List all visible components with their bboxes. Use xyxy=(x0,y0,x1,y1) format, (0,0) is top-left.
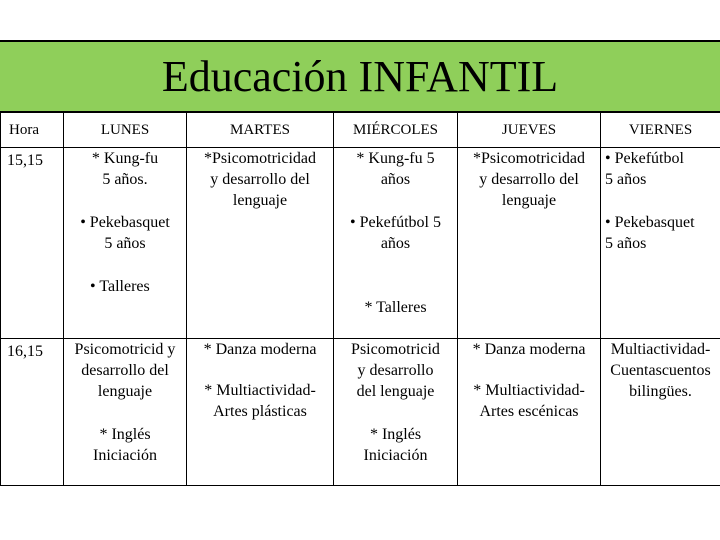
activity-entry: • Pekefútbol 5 años xyxy=(605,150,684,188)
activity-entry: • Talleres xyxy=(90,278,150,295)
hour-label: 15,15 xyxy=(7,152,43,169)
activity-entry: • Pekebasquet 5 años xyxy=(605,214,695,252)
header-miercoles: MIÉRCOLES xyxy=(334,113,458,148)
activity-entry: * Danza moderna xyxy=(472,341,586,358)
activity-entry: *Psicomotricidad y desarrollo del lenguaje xyxy=(473,150,585,209)
activity-entry: * Multiactividad- Artes escénicas xyxy=(473,382,585,420)
time-slot-row xyxy=(1,339,720,486)
header-viernes: VIERNES xyxy=(601,113,720,148)
activity-entry: * Inglés Iniciación xyxy=(363,426,428,464)
activity-entry: *Psicomotricidad y desarrollo del lenguaje xyxy=(204,150,316,209)
miercoles-cell xyxy=(334,148,458,339)
viernes-cell xyxy=(601,339,720,486)
viernes-cell xyxy=(601,148,720,339)
schedule-table xyxy=(0,112,720,486)
lunes-cell xyxy=(64,148,187,339)
activity-entry: * Multiactividad- Artes plásticas xyxy=(204,382,316,420)
activity-entry: * Kung-fu 5 años xyxy=(356,150,435,188)
time-slot-row xyxy=(1,148,720,339)
activity-entry: * Inglés Iniciación xyxy=(93,426,157,464)
hour-label: 16,15 xyxy=(7,343,43,360)
jueves-cell xyxy=(458,339,601,486)
header-row xyxy=(1,113,720,148)
lunes-cell xyxy=(64,339,187,486)
header-lunes: LUNES xyxy=(64,113,187,148)
activity-entry: * Talleres xyxy=(364,299,427,316)
activity-entry: • Pekebasquet 5 años xyxy=(80,214,170,252)
martes-cell xyxy=(187,339,334,486)
jueves-cell xyxy=(458,148,601,339)
activity-entry: * Danza moderna xyxy=(203,341,317,358)
activity-entry: Psicomotricid y desarrollo del lenguaje xyxy=(351,341,440,400)
activity-entry: • Pekefútbol 5 años xyxy=(350,214,441,252)
hour-cell xyxy=(1,148,64,339)
activity-entry: * Kung-fu 5 años. xyxy=(91,150,159,188)
header-martes: MARTES xyxy=(187,113,334,148)
miercoles-cell xyxy=(334,339,458,486)
activity-entry: Multiactividad- Cuentascuentos bilingües. xyxy=(610,341,711,400)
martes-cell xyxy=(187,148,334,339)
header-jueves: JUEVES xyxy=(458,113,601,148)
slide-title: Educación INFANTIL xyxy=(0,40,720,112)
header-hora: Hora xyxy=(1,113,64,148)
hour-cell xyxy=(1,339,64,486)
activity-entry: Psicomotricid y desarrollo del lenguaje xyxy=(74,341,176,400)
